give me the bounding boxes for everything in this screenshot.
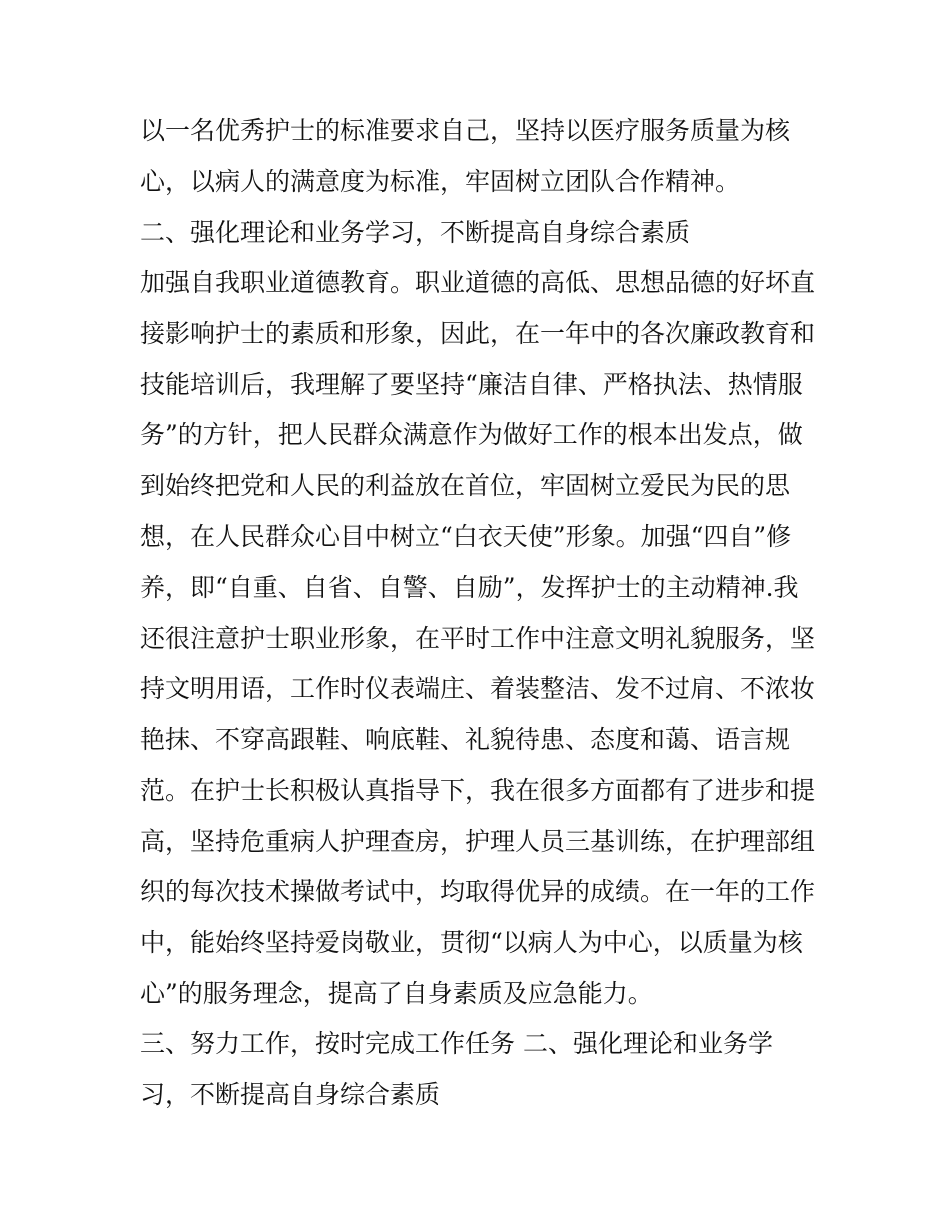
section-heading: 三、努力工作，按时完成工作任务 二、强化理论和业务学 (140, 1029, 773, 1058)
paragraph-line: 心”的服务理念，提高了自身素质及应急能力。 (140, 979, 653, 1008)
paragraph-line: 还很注意护士职业形象，在平时工作中注意文明礼貌服务，坚 (140, 624, 816, 653)
section-heading-continued: 习，不断提高自身综合素质 (140, 1080, 441, 1109)
section-heading: 二、强化理论和业务学习，不断提高自身综合素质 (140, 218, 691, 247)
paragraph-line: 心，以病人的满意度为标准，牢固树立团队合作精神。 (140, 167, 741, 196)
paragraph-line: 高，坚持危重病人护理查房，护理人员三基训练，在护理部组 (140, 827, 816, 856)
paragraph-line: 加强自我职业道德教育。职业道德的高低、思想品德的好坏直 (140, 268, 816, 297)
paragraph-line: 养，即“自重、自省、自警、自励”，发挥护士的主动精神.我 (140, 573, 799, 602)
paragraph-line: 中，能始终坚持爱岗敬业，贯彻“以病人为中心，以质量为核 (140, 928, 803, 957)
paragraph-line: 持文明用语，工作时仪表端庄、着装整洁、发不过肩、不浓妆 (140, 674, 816, 703)
paragraph-line: 以一名优秀护士的标准要求自己，坚持以医疗服务质量为核 (140, 116, 791, 145)
paragraph-line: 到始终把党和人民的利益放在首位，牢固树立爱民为民的思 (140, 471, 791, 500)
paragraph-line: 务”的方针，把人民群众满意作为做好工作的根本出发点，做 (140, 420, 803, 449)
paragraph-line: 接影响护士的素质和形象，因此，在一年中的各次廉政教育和 (140, 319, 816, 348)
paragraph-line: 想，在人民群众心目中树立“白衣天使”形象。加强“四自”修 (140, 522, 792, 551)
paragraph-line: 技能培训后，我理解了要坚持“廉洁自律、严格执法、热情服 (140, 370, 803, 399)
paragraph-line: 范。在护士长积极认真指导下，我在很多方面都有了进步和提 (140, 776, 816, 805)
paragraph-line: 织的每次技术操做考试中，均取得优异的成绩。在一年的工作 (140, 877, 816, 906)
paragraph-line: 艳抹、不穿高跟鞋、响底鞋、礼貌待患、态度和蔼、语言规 (140, 725, 791, 754)
